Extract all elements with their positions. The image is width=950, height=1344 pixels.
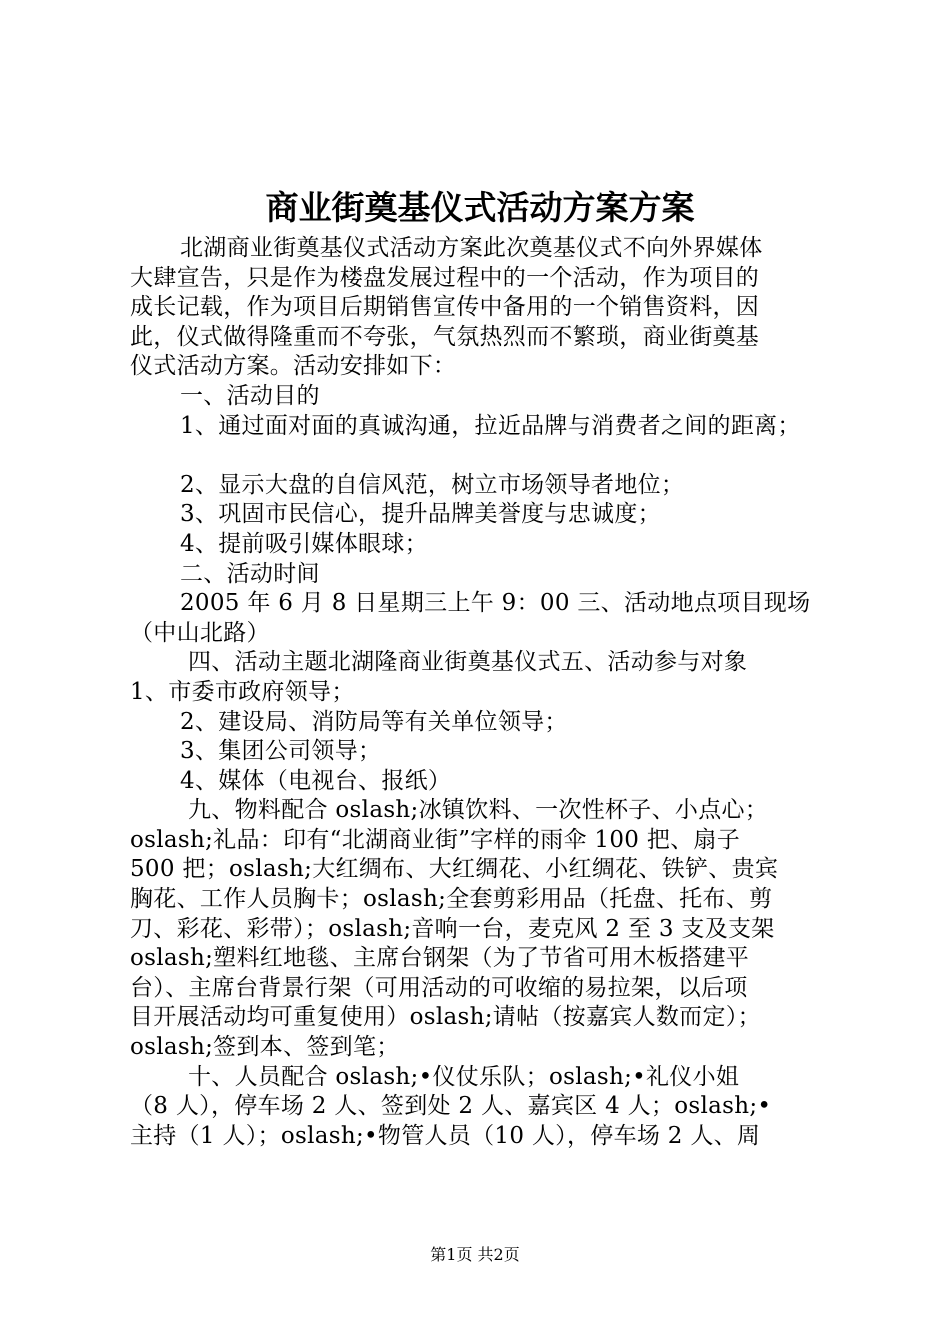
page-footer: 第1页 共2页	[430, 1245, 520, 1264]
blank-line	[130, 441, 850, 471]
text-line: 十、人员配合 oslash;•仪仗乐队；oslash;•礼仪小姐	[188, 1063, 740, 1090]
text-line: （中山北路）	[130, 619, 270, 646]
text-line: 目开展活动均可重复使用）oslash;请帖（按嘉宾人数而定）；	[130, 1004, 761, 1031]
list-item: 4、媒体（电视台、报纸）	[180, 767, 452, 794]
text-line: 此，仪式做得隆重而不夸张，气氛热烈而不繁琐，商业街奠基	[130, 323, 760, 350]
text-line: 大肆宣告，只是作为楼盘发展过程中的一个活动，作为项目的	[130, 264, 760, 291]
text-line: 刀、彩花、彩带）；oslash;音响一台，麦克风 2 至 3 支及支架	[130, 915, 775, 942]
text-line: 九、物料配合 oslash;冰镇饮料、一次性杯子、小点心；	[188, 797, 769, 824]
text-line: 台）、主席台背景行架（可用活动的可收缩的易拉架，以后项	[130, 974, 748, 1001]
text-line: oslash;签到本、签到笔；	[130, 1034, 400, 1061]
text-line: 主持（1 人）；oslash;•物管人员（10 人），停车场 2 人、周	[130, 1122, 761, 1149]
text-line: oslash;礼品：印有“北湖商业街”字样的雨伞 100 把、扇子	[130, 826, 741, 853]
list-item: 2、显示大盘的自信风范，树立市场领导者地位；	[180, 471, 685, 498]
text-line: 仪式活动方案。活动安排如下：	[130, 353, 457, 380]
list-item: 1、通过面对面的真诚沟通，拉近品牌与消费者之间的距离；	[180, 412, 801, 439]
text-line: 四、活动主题北湖隆商业街奠基仪式五、活动参与对象	[188, 649, 748, 676]
list-item: 3、巩固市民信心，提升品牌美誉度与忠诚度；	[180, 501, 661, 528]
list-item: 3、集团公司领导；	[180, 738, 382, 765]
text-line: 北湖商业街奠基仪式活动方案此次奠基仪式不向外界媒体	[180, 235, 763, 261]
list-item: 4、提前吸引媒体眼球；	[180, 530, 428, 557]
document-body	[130, 234, 850, 1151]
section-heading: 二、活动时间	[180, 560, 320, 587]
document-title: 商业街奠基仪式活动方案方案	[265, 188, 695, 227]
text-line: （8 人），停车场 2 人、签到处 2 人、嘉宾区 4 人；oslash;•	[130, 1093, 772, 1120]
text-line: oslash;塑料红地毯、主席台钢架（为了节省可用木板搭建平	[130, 945, 750, 972]
list-item: 2、建设局、消防局等有关单位领导；	[180, 708, 568, 735]
text-line: 胸花、工作人员胸卡；oslash;全套剪彩用品（托盘、托布、剪	[130, 886, 773, 913]
section-heading: 一、活动目的	[180, 382, 320, 409]
list-item: 1、市委市政府领导；	[130, 678, 355, 705]
text-line: 500 把；oslash;大红绸布、大红绸花、小红绸花、铁铲、贵宾	[130, 856, 779, 883]
text-line: 2005 年 6 月 8 日星期三上午 9：00 三、活动地点项目现场	[180, 590, 811, 617]
text-line: 成长记载，作为项目后期销售宣传中备用的一个销售资料，因	[130, 294, 760, 321]
